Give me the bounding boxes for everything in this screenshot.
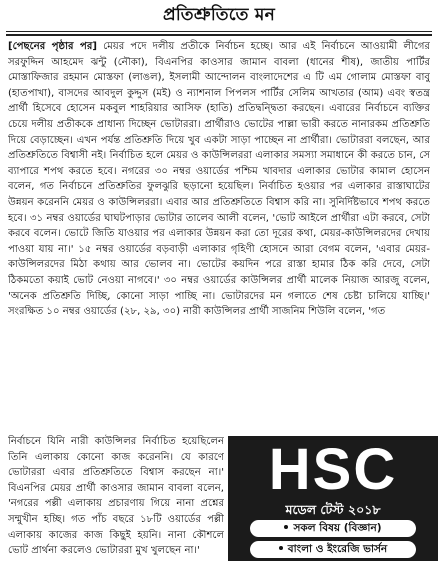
bullet-icon: [284, 525, 288, 529]
ad-pill-subjects: [250, 520, 416, 537]
headline-rule-thick: [6, 34, 432, 36]
article-lead-tag: [পেছনের পৃষ্ঠার পর]: [8, 41, 98, 52]
headline-rule-thin: [6, 31, 432, 32]
article-body-column: নির্বাচনে যিনি নারী কাউন্সিলর নির্বাচিত হয়েছিলেন তিনি এলাকায় কোনো কাজ করেননি। যে কারণে ভোটাররা এবার প্রতিশ্রুতিতে বিশ্বাস করছেন না।' বিএনপির মেয়র প্রার্থী কাওসার জামান বাবলা বলেন, 'নগরের পল্লী এলাকায় প্রচারণায় গিয়ে নানা প্রশ্নের সম্মুখীন হচ্ছি। গত পাঁচ বছরে ১৮টি ওয়ার্ডের পল্লী এলাকায় কাজের কাজ কিছুই হয়নি। নানা কৌশলে ভোট প্রার্থনা করলেও ভোটাররা মুখ খুলছেন না।': [8, 436, 224, 557]
article-headline: প্রতিশ্রুতিতে মন: [162, 5, 276, 25]
ad-title: HSC: [268, 437, 398, 502]
ad-pill-versions-label: বাংলা ও ইংরেজি ভার্সন: [287, 543, 388, 555]
ad-pill-versions: [250, 541, 416, 558]
bullet-icon: [279, 546, 283, 550]
hsc-advertisement: [228, 436, 438, 561]
ad-pill-subjects-label: সকল বিষয় (বিজ্ঞান): [293, 522, 382, 534]
article-body-text: মেয়র পদে দলীয় প্রতীকে নির্বাচন হচ্ছে। আর এই নির্বাচনে আওয়ামী লীগের সরফুদ্দিন আহমেদ ঝন্টু (নৌকা), বিএনপির কাওসার জামান বাবলা (ধানের শীষ), জাতীয় পার্টির মোস্তাফিজার রহমান মোস্তফা (লাঙল), ইসলামী আন্দোলন বাংলাদেশের এ টি এম গোলাম মোস্তফা বাবু (হাতপাখা), বাসদের আবদুল কুদ্দুস (মই) ও ন্যাশনাল পিপলস পার্টির সেলিম আখতার (আম) এবং স্বতন্ত্র প্রার্থী হিসেবে হোসেন মকবুল শাহরিয়ার আসিফ (হাতি) প্রতিদ্বন্দ্বিতা করছেন। এবারের নির্বাচনে ব্যক্তির চেয়ে দলীয় প্রতীককে প্রাধান্য দিচ্ছেন ভোটাররা। প্রার্থীরাও ভোটের পাল্লা ভারী করতে নানারকম প্রতিশ্রুতি দিয়ে বেড়াচ্ছেন। এখন পর্যন্ত প্রতিশ্রুতি দিয়ে খুব একটা সাড়া পাচ্ছেন না প্রার্থীরা। ভোটাররা বলছেন, আর প্রতিশ্রুতিতে বিশ্বাসী নই। নির্বাচিত হলে মেয়র ও কাউন্সিলররা এলাকার সমস্যা সমাধানে কী করতে চান, সে ব্যাপারে শপথ করতে হবে। নগরের ৩০ নম্বর ওয়ার্ডের পশ্চিম খাবদার এলাকার ভোটার কামাল হোসেন বলেন, গত নির্বাচনে প্রতিশ্রুতির ফুলঝুরি ছড়ানো হয়েছিল। নির্বাচিত হওয়ার পর এলাকার রাস্তাঘাটের উন্নয়ন করেননি মেয়র ও কাউন্সিলররা। এবার আর প্রতিশ্রুতিতে বিশ্বাস করি না। সুনির্দিষ্টভাবে শপথ করতে হবে। ৩১ নম্বর ওয়ার্ডের ঘাঘটপাড়ার ভোটার তালেব আলী বলেন, 'ভোট আইলে প্রার্থীরা এটা করবে, সেটা করবে বলেন। ভোটে জিতি যাওয়ার পর এলাকার উন্নয়ন করা তো দূরের কথা, মেয়র-কাউন্সিলরদের দেখায় পাওয়া যায় না।' ১৫ নম্বর ওয়ার্ডের বড়বাড়ী এলাকার গৃহিণী হোসনে আরা বেগম বলেন, 'এবার মেয়র-কাউন্সিলরদের মিঠা কথায় আর ভোলব না। ভোটের কয়দিন পরে রাস্তা হামার ঠিক করি দেবে, সেটা ঠিকমতো কয়াই ভোট নেওয়া নাগবে।' ৩০ নম্বর ওয়ার্ডের কাউন্সিলর প্রার্থী মালেক নিয়াজ আরজু বলেন, 'অনেক প্রতিশ্রুতি দিচ্ছি, কোনো সাড়া পাচ্ছি না। ভোটারদের মন গলাতে শেষ চেষ্টা চালিয়ে যাচ্ছি।' সংরক্ষিত ১০ নম্বর ওয়ার্ডের (২৮, ২৯, ৩০) নারী কাউন্সিলর প্রার্থী সাজনিম শিউলি বলেন, 'গত: [8, 41, 430, 318]
ad-subtitle: মডেল টেস্ট ২০১৮: [285, 502, 381, 517]
article-body-full-width: [8, 39, 430, 432]
